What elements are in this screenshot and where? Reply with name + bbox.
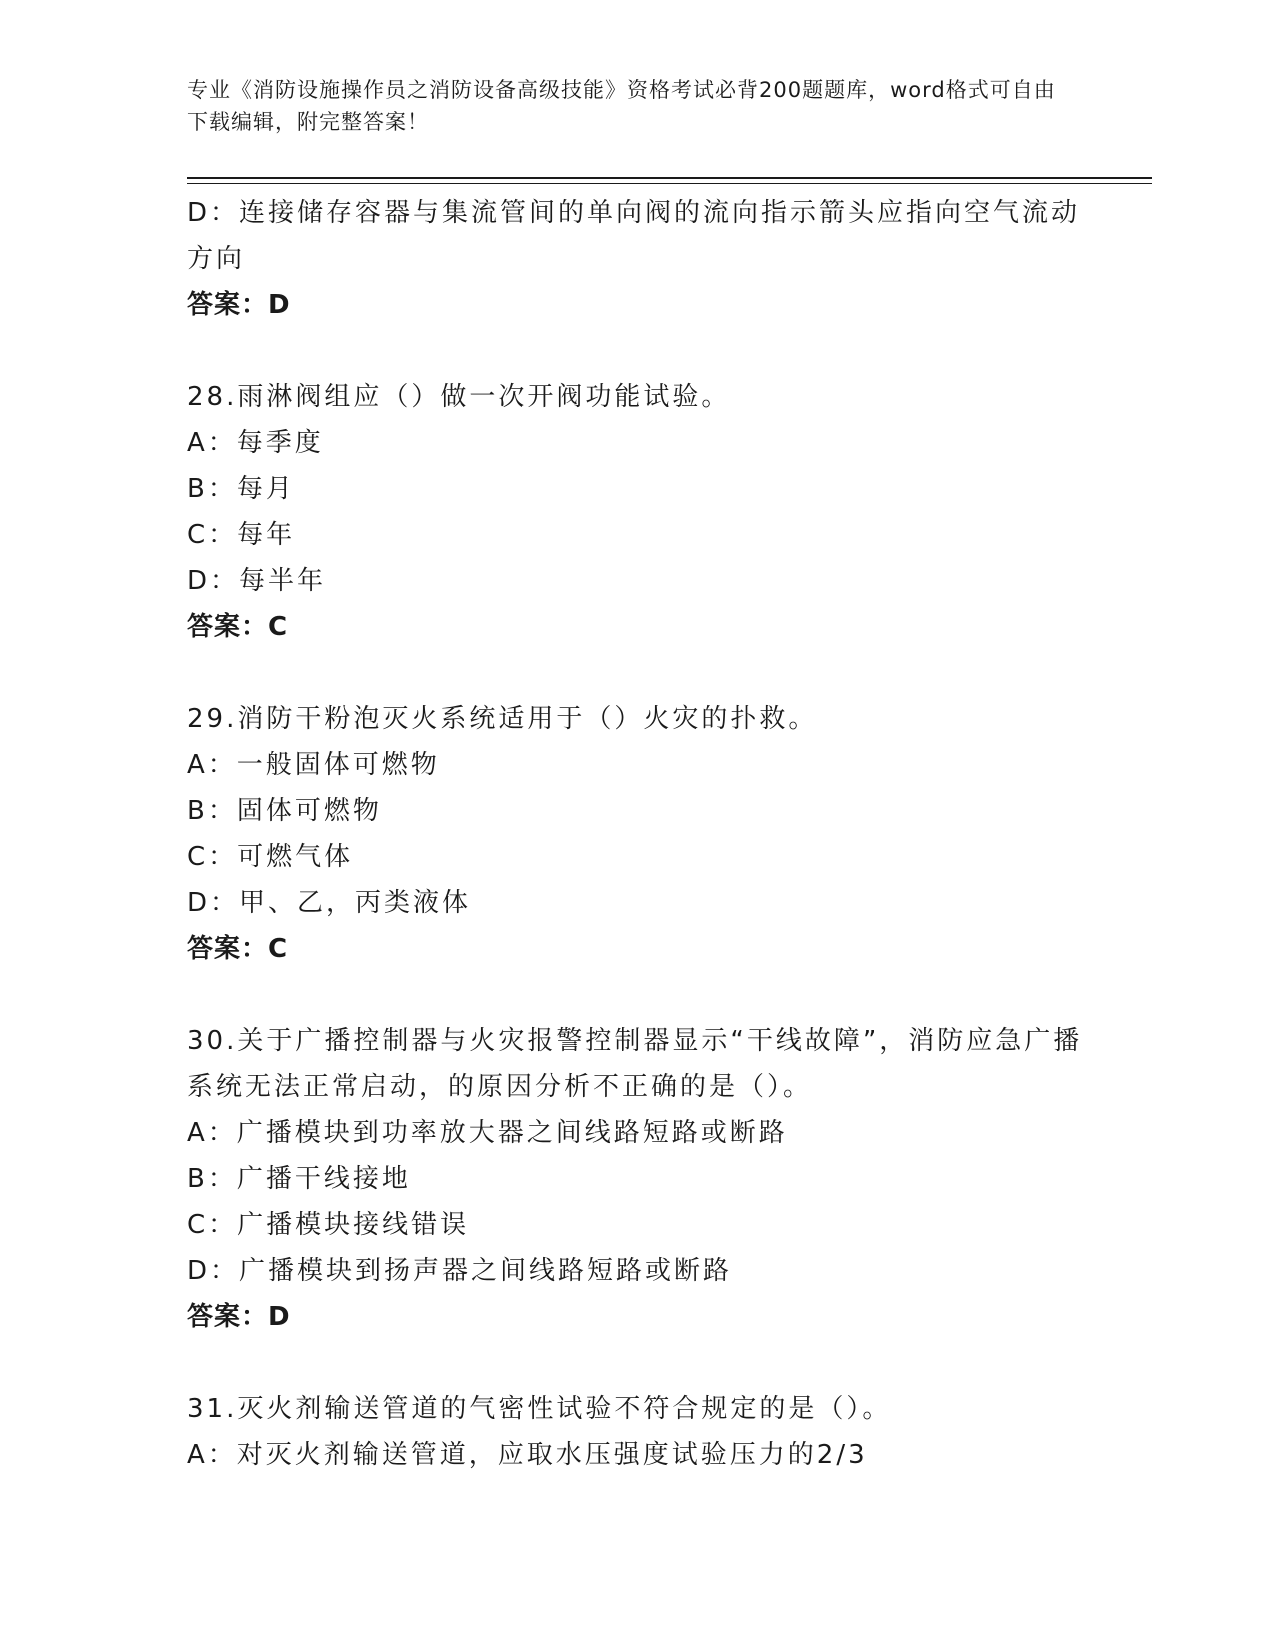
option-c: C：可燃气体 <box>187 842 354 872</box>
header-divider-thick <box>187 177 1152 179</box>
spacer <box>187 650 1087 696</box>
spacer <box>187 328 1087 374</box>
option-a: A：每季度 <box>187 428 324 458</box>
option-c: C：每年 <box>187 520 296 550</box>
question-stem: 30.关于广播控制器与火灾报警控制器显示“干线故障”，消防应急广播系统无法正常启动，的原因分析不正确的是（）。 <box>187 1026 1083 1102</box>
question-stem: 28.雨淋阀组应（）做一次开阀功能试验。 <box>187 382 731 412</box>
answer-line: 答案：D <box>187 290 291 320</box>
option-a: A：对灭火剂输送管道，应取水压强度试验压力的2/3 <box>187 1440 868 1470</box>
answer-line: 答案：D <box>187 1302 291 1332</box>
spacer <box>187 1340 1087 1386</box>
option-b: B：固体可燃物 <box>187 796 382 826</box>
option-a: A：一般固体可燃物 <box>187 750 440 780</box>
question-list <box>187 190 1087 1478</box>
question-stem: 31.灭火剂输送管道的气密性试验不符合规定的是（）。 <box>187 1394 892 1424</box>
question-stem: 29.消防干粉泡灭火系统适用于（）火灾的扑救。 <box>187 704 818 734</box>
question-31 <box>187 1386 1087 1478</box>
question-28 <box>187 374 1087 650</box>
document-header: 专业《消防设施操作员之消防设备高级技能》资格考试必背200题题库，word格式可自由下载编辑，附完整答案！ <box>187 78 1056 134</box>
header-divider-thin <box>187 183 1152 184</box>
option-a: A：广播模块到功率放大器之间线路短路或断路 <box>187 1118 788 1148</box>
option-d: D：广播模块到扬声器之间线路短路或断路 <box>187 1256 733 1286</box>
answer-line: 答案：C <box>187 934 289 964</box>
option-b: B：广播干线接地 <box>187 1164 411 1194</box>
question-30 <box>187 1018 1087 1340</box>
question-27-tail <box>187 190 1087 328</box>
option-c: C：广播模块接线错误 <box>187 1210 470 1240</box>
option-d: D：连接储存容器与集流管间的单向阀的流向指示箭头应指向空气流动方向 <box>187 198 1081 274</box>
option-d: D：甲、乙，丙类液体 <box>187 888 472 918</box>
answer-line: 答案：C <box>187 612 289 642</box>
question-29 <box>187 696 1087 972</box>
spacer <box>187 972 1087 1018</box>
option-d: D：每半年 <box>187 566 327 596</box>
option-b: B：每月 <box>187 474 295 504</box>
